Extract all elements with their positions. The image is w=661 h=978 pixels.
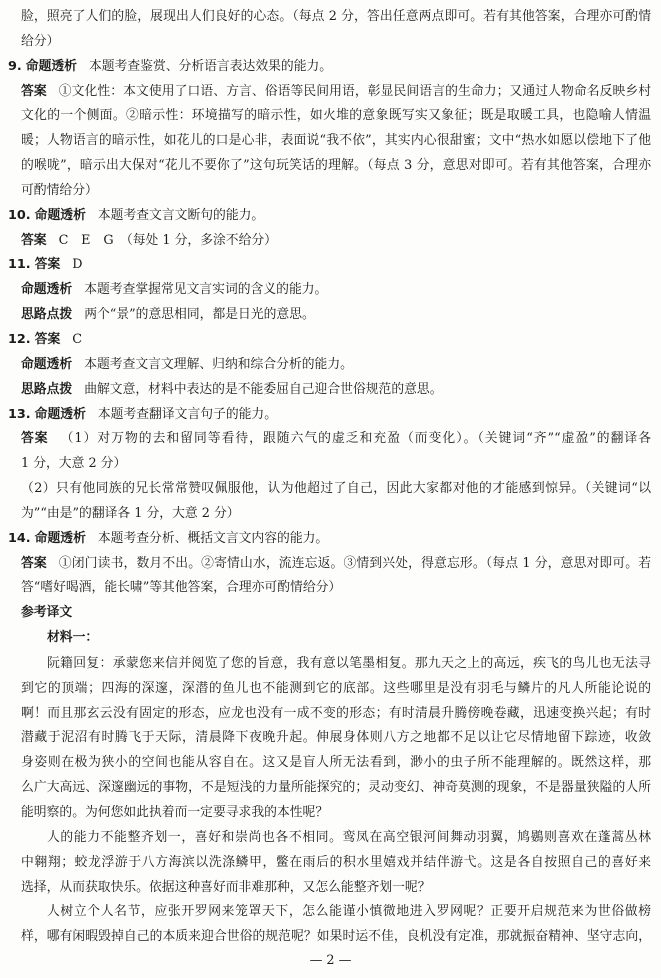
translation-line: 啊！而且那玄云没有固定的形态，应龙也没有一成不变的形态；有时清晨升腾傍晚卷藏，迅速变换兴起；有时 — [21, 705, 651, 720]
translation-line: 选择，从而获取快乐。依据这种喜好而非难那种，又怎么能整齐划一呢？ — [21, 879, 431, 894]
q12-hint-line — [0, 378, 661, 403]
q12-analysis-line — [0, 353, 661, 378]
hint-label: 思路点拨 — [21, 307, 73, 323]
q12-header — [0, 328, 661, 353]
q13-answer-line: 为”“由是”的翻译各 1 分，大意 2 分） — [21, 505, 240, 521]
answer-label: 答案 — [21, 83, 47, 99]
q14-header — [0, 527, 661, 552]
analysis-label: 命题透析 — [21, 282, 73, 298]
q9-header — [0, 55, 661, 80]
translation-line: 么广大高远、深邃幽远的事物，不是短浅的力量所能探究的；灵动变幻、神奇莫测的现象，不是器量狭隘的人所 — [21, 780, 651, 795]
q11-analysis-line — [0, 278, 661, 303]
answer-label: 答案 — [34, 257, 61, 273]
translation-heading: 参考译文 — [21, 605, 73, 621]
answer-text: C — [72, 331, 83, 347]
analysis-text: 本题考查文言文理解、归纳和综合分析的能力。 — [84, 356, 353, 372]
analysis-label: 命题透析 — [34, 530, 86, 546]
q13-answer-line: 1 分，大意 2 分） — [21, 456, 127, 472]
analysis-text: 本题考查翻译文言句子的能力。 — [97, 406, 278, 422]
q14-answer-line: 答“嗜好喝酒，能长啸”等其他答案，合理亦可酌情给分） — [21, 580, 342, 596]
page-body — [0, 5, 661, 974]
q11-hint-line — [0, 303, 661, 328]
q9-answer-line — [0, 80, 661, 105]
analysis-label: 命题透析 — [21, 356, 73, 372]
q9-answer-line: 的喉咙”，暗示出大保对“花儿不要你了”这句玩笑话的理解。（每点 3 分，意思对即可。若有其他答案，合理亦 — [21, 158, 651, 174]
analysis-label: 命题透析 — [34, 207, 86, 223]
q9-answer-line: 暖；人物语言的暗示性，如花儿的口是心非，表面说“我不依”，其实内心很甜蜜；文中“热水如愿以偿地下了他 — [21, 133, 651, 149]
translation-line: 中翱翔；蛟龙浮游于八方海滨以洗涤鳞甲，鳖在雨后的积水里嬉戏并结伴游弋。这是各自按照自己的喜好来 — [21, 854, 651, 869]
question-number: 13. — [8, 406, 31, 422]
analysis-label: 命题透析 — [25, 58, 77, 74]
answer-label: 答案 — [34, 331, 61, 347]
answer-text: ①文化性：本文使用了口语、方言、俗语等民间用语，彰显民间语言的生命力；又通过人物命名反映乡村 — [58, 83, 652, 99]
q9-answer-line: 文化的一个侧面。②暗示性：环境描写的暗示性，如火堆的意象既写实又象征；既是取暖工具，也隐喻人情温 — [21, 108, 651, 124]
hint-text: 两个“景”的意思相同，都是日光的意思。 — [84, 307, 315, 323]
q10-answer-line — [0, 229, 661, 254]
answer-label: 答案 — [21, 555, 47, 571]
question-number: 9. — [8, 58, 22, 74]
q14-answer-line — [0, 552, 661, 577]
analysis-text: 本题考查文言文断句的能力。 — [97, 207, 265, 223]
answer-text: （1）对万物的去和留同等看待，跟随六气的虚乏和充盈（而变化）。（关键词“齐”“虚盈”的翻译各 — [60, 431, 652, 447]
translation-line: 到它的顶端；四海的深邃，深潜的鱼儿也不能测到它的底部。这些哪里是没有羽毛与鳞片的凡人所能论说的 — [21, 680, 651, 695]
analysis-text: 本题考查分析、概括文言文内容的能力。 — [97, 530, 329, 546]
question-number: 14. — [8, 530, 31, 546]
answer-label: 答案 — [21, 232, 47, 248]
q10-header — [0, 204, 661, 229]
answer-text: ①闭门读书，数月不出。②寄情山水，流连忘返。③情到兴处，得意忘形。（每点 1 分，意思对即可。若 — [58, 555, 651, 571]
translation-line: 身姿则在极为狭小的空间也能从容自在。这又是盲人所无法看到，渺小的虫子所不能理解的。既然这样，那 — [21, 755, 651, 770]
translation-line: 能明察的。为何您如此执着而一定要寻求我的本性呢？ — [21, 805, 329, 819]
question-number: 11. — [8, 257, 31, 273]
material-label: 材料一： — [47, 630, 99, 646]
translation-line: 样，哪有闲暇毁掉自己的本质来迎合世俗的规范呢？如果时运不佳，良机没有定准，那就振奋精神、坚守志向， — [21, 929, 651, 944]
translation-line: 潜藏于泥沼有时腾飞于天际，清晨降下夜晚升起。伸展身体则八方之地都不足以让它尽情地留下踪迹，收敛 — [21, 730, 651, 745]
translation-line: 人树立个人名节，应张开罗网来笼罩天下，怎么能谨小慎微地进入罗网呢？正要开启规范来为世俗做榜 — [47, 904, 651, 919]
page-number: — 2 — — [309, 953, 352, 969]
continuation-line: 给分） — [21, 33, 60, 49]
answer-text: C E G （每处 1 分，多涂不给分） — [58, 232, 277, 248]
analysis-text: 本题考查鉴赏、分析语言表达效果的能力。 — [88, 58, 333, 74]
analysis-text: 本题考查掌握常见文言实词的含义的能力。 — [84, 282, 328, 298]
hint-label: 思路点拨 — [21, 381, 73, 397]
q13-answer-line — [0, 427, 661, 452]
answer-label: 答案 — [21, 431, 49, 447]
hint-text: 曲解文意，材料中表达的是不能委屈自己迎合世俗规范的意思。 — [84, 381, 443, 397]
continuation-line: 脸，照亮了人们的脸，展现出人们良好的心态。（每点 2 分，答出任意两点即可。若有其他答案，合理亦可酌情 — [21, 9, 651, 24]
q13-answer-line: （2）只有他同族的兄长常常赞叹佩服他，认为他超过了自己，因此大家都对他的才能感到惊异。（关键词“以 — [21, 481, 651, 497]
question-number: 12. — [8, 331, 31, 347]
translation-line: 人的能力不能整齐划一，喜好和崇尚也各不相同。鸾凤在高空银河间舞动羽翼，鸠鷃则喜欢在蓬蒿丛林 — [47, 829, 651, 844]
q13-header — [0, 403, 661, 428]
q11-header — [0, 253, 661, 278]
question-number: 10. — [8, 207, 31, 223]
analysis-label: 命题透析 — [34, 406, 86, 422]
q9-answer-line: 可酌情给分） — [21, 182, 98, 198]
translation-line: 阮籍回复：承蒙您来信并阅览了您的旨意，我有意以笔墨相复。那九天之上的高远，疾飞的鸟儿也无法寻 — [47, 655, 651, 670]
answer-text: D — [72, 257, 83, 273]
